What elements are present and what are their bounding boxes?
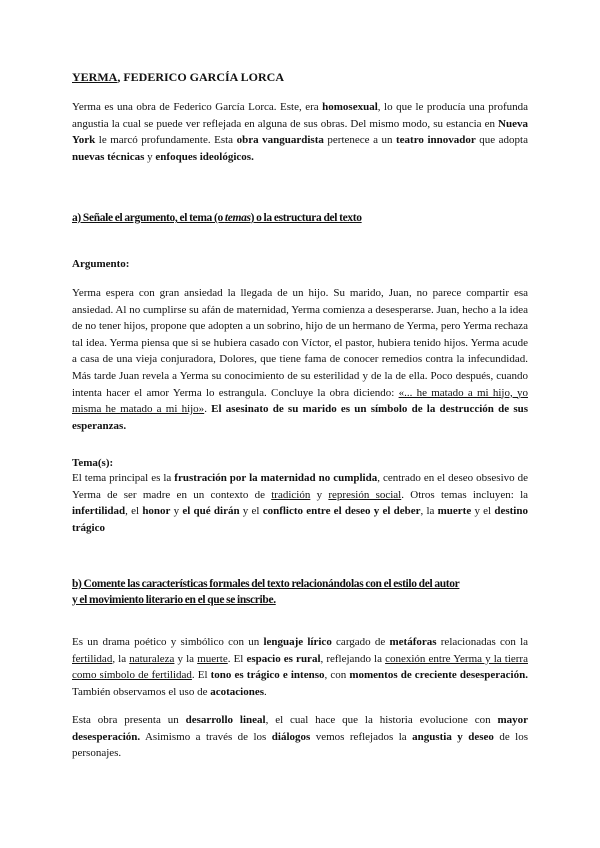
estilo-underline-fertilidad: fertilidad	[72, 652, 113, 665]
argumento-line: infecundidad. Más tarde Juan revela a Yerma su conocimiento de su esterilidad y de la de ella. Poco	[72, 353, 528, 382]
intro-text: pertenece a un	[323, 134, 397, 147]
argumento-line: rechaza tal idea. Yerma piensa que si se hubiera casado con Víctor, el pastor, hubiera tenido hijos.	[72, 320, 528, 349]
intro-bold-enfoques: enfoques ideológicos.	[155, 150, 254, 163]
estilo-bold-espacio: espacio es rural	[246, 652, 321, 665]
intro-bold-nueva-york: Nueva York	[72, 117, 528, 147]
argumento-paragraph: Yerma espera con gran ansiedad la llegada de un hijo. Su marido, Juan, no parece compartir esa ansiedad. Al no cumplirse su afán de maternidad, Yerma comienza a desesperarse. Juan, hecho a la idea de no tener hijos, propone que adopten a un sobrino, hijo de un hermano de Yerma, pero Yerma rechaza tal idea. Yerma piensa que si se hubiera casado con Víctor, el pastor, hubiera tenido hijos. Yerma acude a casa de una vieja conjuradora, Dolores, que tiene fama de conocer remedios contra la infecundidad. Más tarde Juan revela a Yerma su conocimiento de su esterilidad y de la de ella. Poco después, cuando intenta hacer el amor Yerma lo estrangula. Concluye la obra diciendo: «... he matado a mi hijo, yo misma he matado a mi hijo». El asesinato de su marido es un símbolo de la destrucción de sus esperanzas.	[72, 287, 529, 432]
tema-bold-infertilidad: infertilidad	[72, 505, 126, 518]
intro-text: y	[144, 150, 156, 163]
estilo-paragraph: Es un drama poético y simbólico con un lenguaje lírico cargado de metáforas relacionadas con la fertilidad, la naturaleza y la muerte. El espacio es rural, reflejando la conexión entre Yerma y la tierra como símbolo de fertilidad. El tono es trágico e intenso, con momentos de creciente desesperación. También observamos el uso de acotaciones.	[72, 636, 529, 698]
tema-bold-que-diran: el qué dirán	[182, 505, 240, 518]
intro-bold-homosexual: homosexual	[322, 101, 378, 113]
tema-bold-frustracion: frustración por la maternidad no cumplida	[174, 472, 378, 484]
estilo-bold-metaforas: metáforas	[389, 636, 437, 648]
argumento-line: después, cuando intenta hacer el amor Yerma lo estrangula. Concluye la obra diciendo:	[72, 369, 529, 399]
argumento-line: Yerma acude a casa de una vieja conjuradora, Dolores, que tiene fama de conocer remedios contra la	[72, 336, 528, 366]
argumento-quote: «... he matado a mi hijo, yo misma he matado a mi hijo»	[72, 386, 528, 416]
argumento-label: Argumento:	[72, 258, 130, 270]
section-a-heading-italic: temas	[224, 212, 251, 224]
estilo-bold-tono: tono es trágico e intenso	[210, 669, 325, 682]
argumento-line: Yerma espera con gran ansiedad la llegada de un hijo. Su marido, Juan, no parece compartir esa	[72, 287, 528, 299]
tema-bold-conflicto: conflicto entre el deseo y el deber	[262, 505, 421, 518]
argumento-line: idea de no tener hijos, propone que adopten a un sobrino, hijo de un hermano de Yerma, pero Yerma	[72, 303, 528, 333]
section-b-heading-line2: y el movimiento literario en el que se inscribe.	[72, 594, 276, 606]
desarrollo-bold-desesperacion: mayor desesperación.	[72, 714, 528, 743]
estilo-bold-acotaciones: acotaciones	[210, 685, 264, 698]
intro-text: Yerma es una obra de Federico García Lorca. Este, era	[72, 101, 323, 113]
intro-bold-teatro: teatro innovador	[396, 134, 476, 147]
section-b-heading-line1: b) Comente las características formales del texto relacionándolas con el estilo del autor	[72, 578, 460, 590]
title-author: , FEDERICO GARCÍA LORCA	[117, 70, 285, 84]
estilo-bold-lenguaje: lenguaje lírico	[263, 636, 332, 648]
estilo-underline-naturaleza: naturaleza	[129, 652, 175, 665]
tema-label: Tema(s):	[72, 457, 114, 469]
estilo-bold-momentos: momentos de creciente desesperación.	[349, 669, 528, 682]
desarrollo-bold-angustia: angustia y deseo	[412, 730, 494, 743]
intro-text: , lo que le producía una profunda angustia la cual se puede ver reflejada en alguna de sus obras. Del mismo modo, su estancia en	[72, 101, 529, 130]
desarrollo-bold-dialogos: diálogos	[271, 730, 311, 743]
desarrollo-paragraph: Esta obra presenta un desarrollo lineal, el cual hace que la historia evolucione con mayor desesperación. Asimismo a través de los diálogos vemos reflejados la angustia y deseo de los personajes.	[72, 714, 528, 760]
tema-bold-muerte: muerte	[437, 505, 472, 518]
title-play-name: YERMA	[72, 70, 118, 84]
tema-underline-represion: represión social	[328, 488, 402, 501]
section-b-heading	[72, 576, 528, 608]
argumento-line: ansiedad. Al no cumplirse su afán de maternidad, Yerma comienza a desesperarse. Juan, hecho a la	[72, 303, 507, 316]
estilo-underline-muerte: muerte	[197, 652, 228, 665]
argumento-conclusion: El asesinato de su marido es un símbolo de la destrucción de sus esperanzas.	[72, 403, 528, 432]
intro-paragraph	[72, 99, 528, 165]
tema-bold-honor: honor	[142, 505, 171, 518]
desarrollo-bold-lineal: desarrollo lineal	[185, 714, 266, 726]
intro-text: que adopta	[475, 134, 528, 147]
tema-underline-tradicion: tradición	[271, 488, 311, 501]
section-a-heading	[72, 210, 528, 227]
intro-bold-tecnicas: nuevas técnicas	[72, 150, 145, 163]
page-title	[72, 69, 528, 86]
intro-text: le marcó profundamente. Esta	[95, 134, 237, 147]
intro-bold-vanguardista: obra vanguardista	[236, 134, 324, 147]
tema-paragraph: El tema principal es la frustración por la maternidad no cumplida, centrado en el deseo obsesivo de Yerma de ser madre en un contexto de tradición y represión social. Otros temas incluyen: la infertilidad, el honor y el qué dirán y el conflicto entre el deseo y el deber, la muerte y el destino trágico	[72, 472, 529, 534]
section-a-heading-text: ) o la estructura del texto	[250, 212, 362, 224]
estilo-underline-conexion: conexión entre Yerma y la tierra como símbolo de fertilidad	[72, 652, 528, 682]
tema-bold-destino: destino trágico	[72, 505, 528, 534]
section-a-heading-text: a) Señale el argumento, el tema (o	[72, 212, 225, 224]
